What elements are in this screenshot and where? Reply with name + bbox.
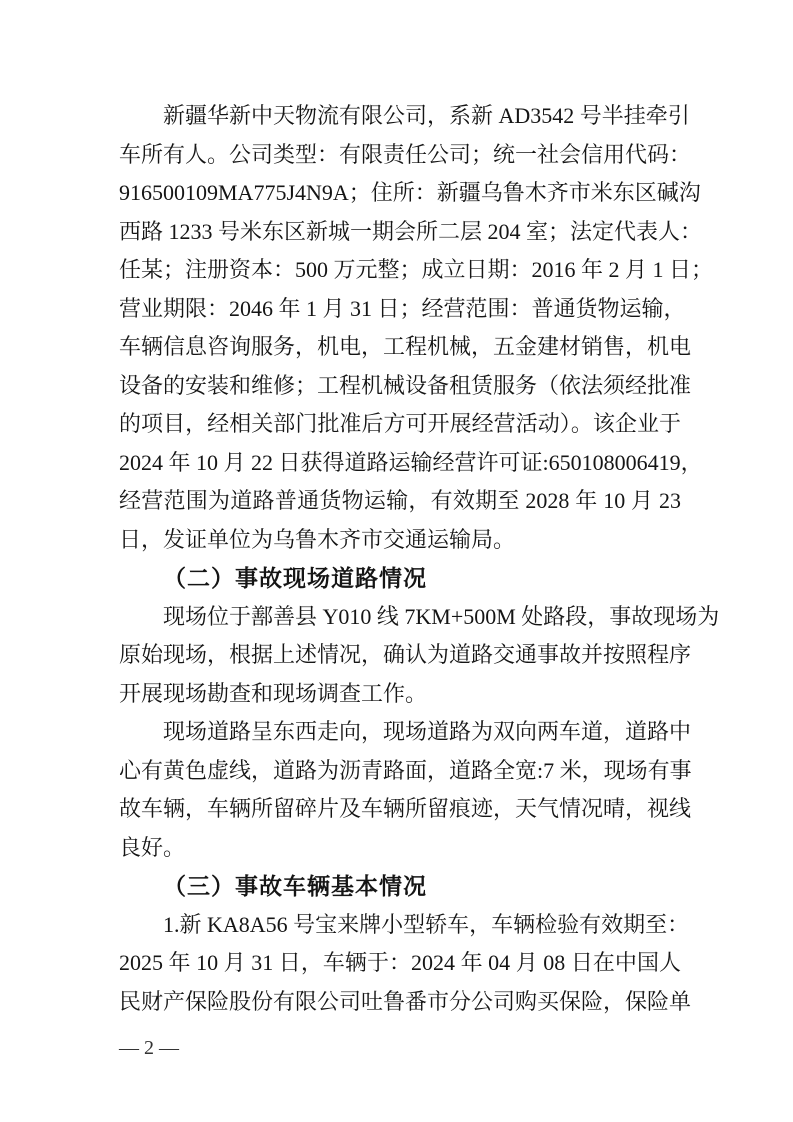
company-info-paragraph-line: 2024 年 10 月 22 日获得道路运输经营许可证:650108006419，	[119, 449, 703, 475]
road-condition-paragraph-line: 心有黄色虚线，道路为沥青路面，道路全宽:7 米，现场有事	[119, 757, 692, 783]
section-heading-accident-scene-road: （二）事故现场道路情况	[163, 565, 427, 591]
company-info-paragraph-line: 任某；注册资本：500 万元整；成立日期：2016 年 2 月 1 日；	[119, 257, 714, 282]
vehicle-1-paragraph-line: 1.新 KA8A56 号宝来牌小型轿车，车辆检验有效期至：	[163, 911, 690, 937]
document-content	[119, 97, 720, 1021]
section-heading-vehicle-basic-info: （三）事故车辆基本情况	[163, 873, 427, 899]
road-condition-paragraph-line: 良好。	[119, 834, 186, 860]
vehicle-1-paragraph-line: 2025 年 10 月 31 日，车辆于：2024 年 04 月 08 日在中国人	[119, 950, 681, 975]
page-number: — 2 —	[119, 1037, 179, 1059]
company-info-paragraph-line: 车所有人。公司类型：有限责任公司；统一社会信用代码：	[119, 141, 692, 167]
company-info-paragraph-line: 新疆华新中天物流有限公司，系新 AD3542 号半挂牵引	[163, 103, 690, 128]
company-info-paragraph-line: 西路 1233 号米东区新城一期会所二层 204 室；法定代表人：	[119, 218, 703, 244]
scene-location-paragraph-line: 原始现场，根据上述情况，确认为道路交通事故并按照程序	[119, 642, 692, 667]
vehicle-1-paragraph-line: 民财产保险股份有限公司吐鲁番市分公司购买保险，保险单	[119, 988, 692, 1014]
company-info-paragraph-line: 设备的安装和维修；工程机械设备租赁服务（依法须经批准	[119, 372, 692, 398]
road-condition-paragraph-line: 现场道路呈东西走向，现场道路为双向两车道，道路中	[163, 719, 692, 744]
company-info-paragraph-line: 的项目，经相关部门批准后方可开展经营活动）。该企业于	[119, 411, 681, 436]
company-info-paragraph-line: 车辆信息咨询服务，机电，工程机械，五金建材销售，机电	[119, 334, 692, 359]
company-info-paragraph-line: 日，发证单位为乌鲁木齐市交通运输局。	[119, 526, 516, 552]
company-info-paragraph-line: 营业期限：2046 年 1 月 31 日；经营范围：普通货物运输，	[119, 295, 686, 321]
company-info-paragraph-line: 916500109MA775J4N9A；住所：新疆乌鲁木齐市米东区碱沟	[119, 180, 701, 205]
road-condition-paragraph-line: 故车辆，车辆所留碎片及车辆所留痕迹，天气情况晴，视线	[119, 796, 692, 821]
scene-location-paragraph-line: 现场位于鄯善县 Y010 线 7KM+500M 处路段，事故现场为	[163, 603, 720, 629]
company-info-paragraph-line: 经营范围为道路普通货物运输，有效期至 2028 年 10 月 23	[119, 488, 681, 513]
scene-location-paragraph-line: 开展现场勘查和现场调查工作。	[119, 680, 428, 706]
